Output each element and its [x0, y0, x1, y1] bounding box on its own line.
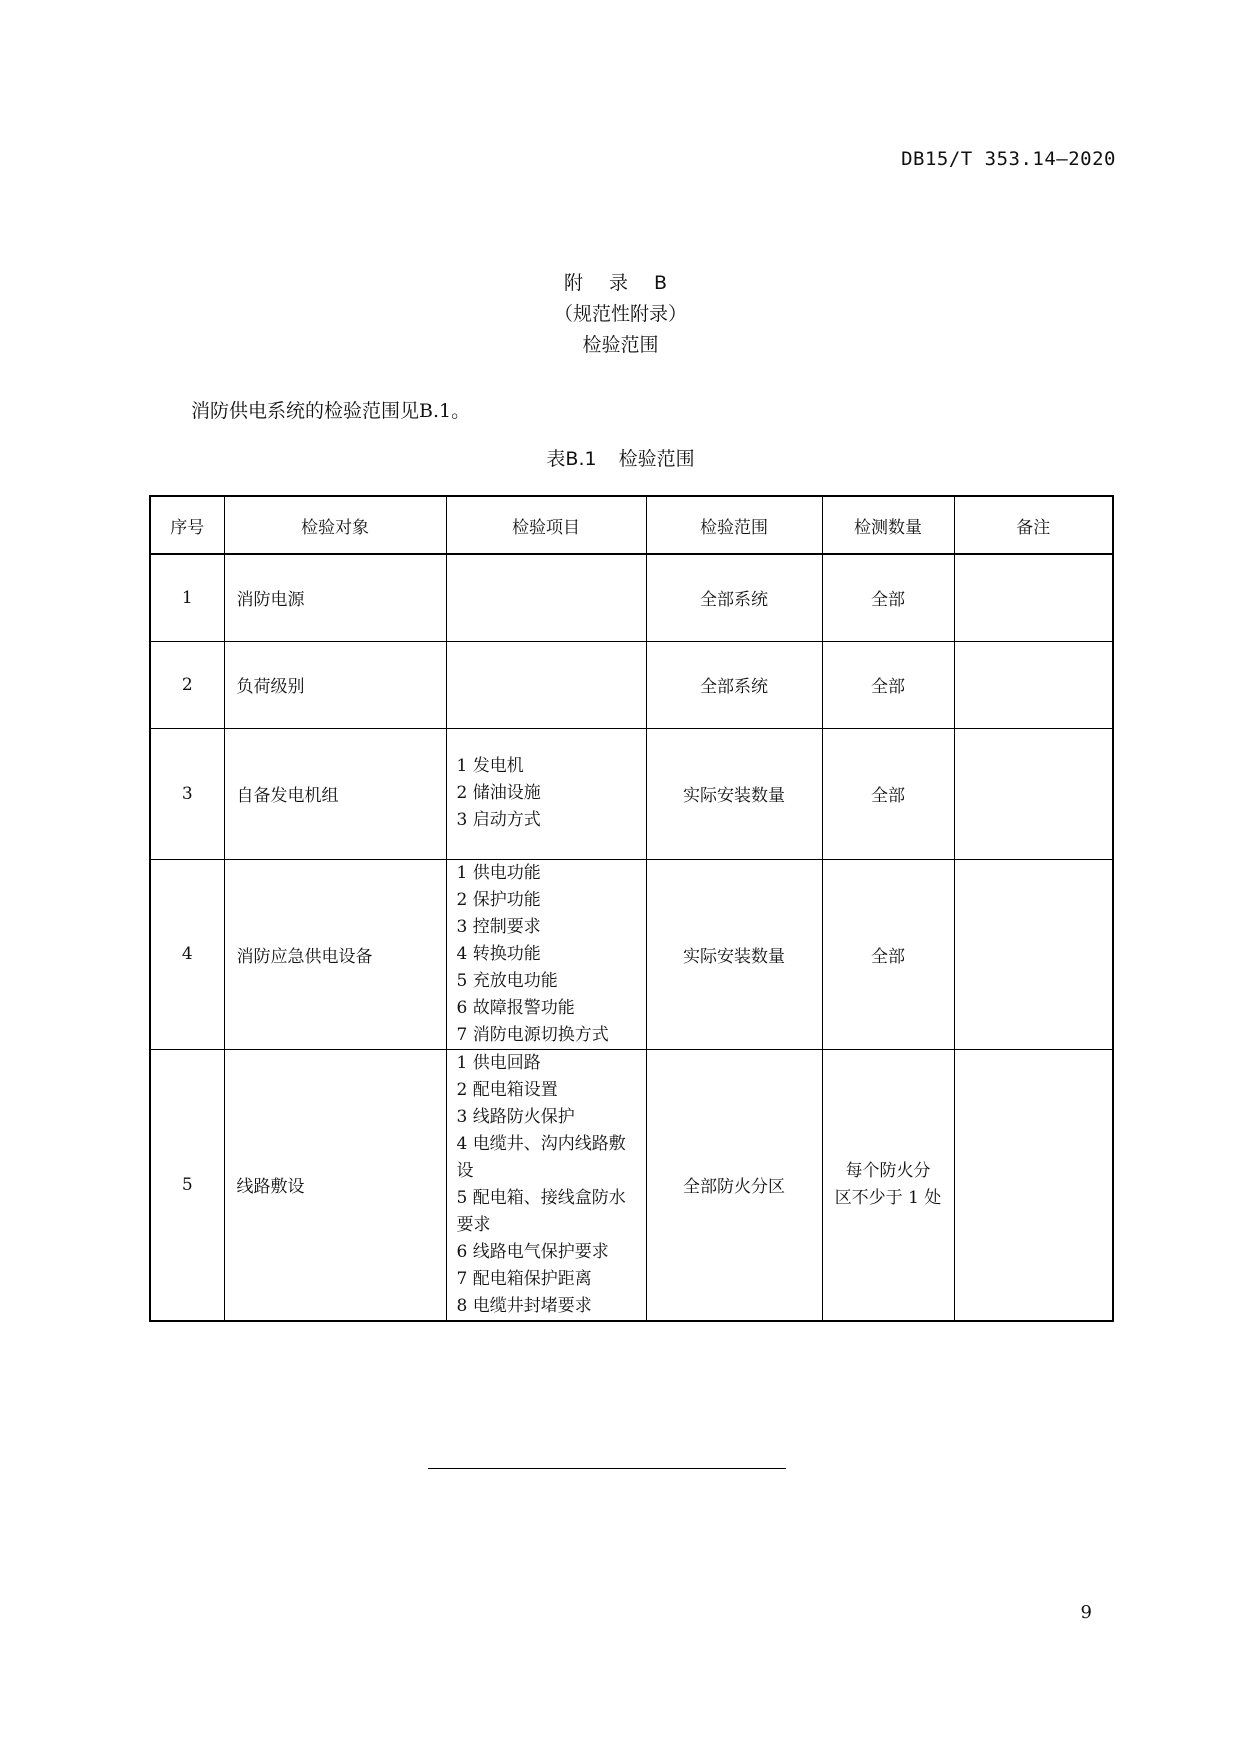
appendix-heading	[0, 268, 1241, 361]
item-line: 1 供电回路	[456, 1052, 541, 1073]
cell-items	[446, 859, 646, 1049]
cell-object: 负荷级别	[224, 641, 446, 728]
intro-paragraph: 消防供电系统的检验范围见B.1。	[191, 400, 471, 422]
quantity-line: 全部	[871, 590, 905, 611]
cell-scope: 全部系统	[646, 554, 822, 641]
table-row	[150, 859, 1113, 1049]
item-line: 3 线路防火保护	[456, 1106, 575, 1127]
item-line: 4 转换功能	[456, 943, 541, 964]
item-line: 2 保护功能	[456, 889, 541, 910]
item-line: 1 发电机	[456, 756, 524, 776]
cell-quantity	[822, 554, 954, 641]
cell-scope: 全部防火分区	[646, 1049, 822, 1321]
item-line: 5 充放电功能	[456, 970, 558, 991]
cell-no: 5	[150, 1049, 224, 1321]
cell-remark	[954, 859, 1113, 1049]
table-row	[150, 554, 1113, 641]
end-rule	[428, 1468, 786, 1469]
inspection-scope-table	[149, 495, 1114, 1322]
cell-items	[446, 1049, 646, 1321]
cell-scope: 实际安装数量	[646, 859, 822, 1049]
standard-code: DB15/T 353.14—2020	[901, 148, 1116, 170]
table-caption-number: 表B.1	[546, 448, 597, 470]
quantity-line: 每个防火分	[845, 1160, 931, 1181]
appendix-title: 附 录 B	[563, 272, 678, 294]
cell-object: 消防应急供电设备	[224, 859, 446, 1049]
item-line: 3 启动方式	[456, 810, 541, 830]
page-number: 9	[1080, 1602, 1092, 1623]
appendix-type: （规范性附录）	[553, 303, 687, 325]
cell-scope: 全部系统	[646, 641, 822, 728]
cell-scope: 实际安装数量	[646, 728, 822, 859]
item-line: 1 供电功能	[456, 862, 541, 883]
table-header-row	[150, 496, 1113, 554]
quantity-line: 全部	[871, 946, 905, 967]
cell-quantity	[822, 728, 954, 859]
header-scope: 检验范围	[646, 496, 822, 554]
item-line: 6 线路电气保护要求	[456, 1241, 609, 1262]
cell-no: 2	[150, 641, 224, 728]
item-line: 3 控制要求	[456, 916, 541, 937]
table-row	[150, 728, 1113, 859]
cell-quantity	[822, 1049, 954, 1321]
table-caption	[0, 444, 1241, 471]
item-line: 5 配电箱、接线盒防水要求	[456, 1187, 626, 1235]
cell-object: 消防电源	[224, 554, 446, 641]
header-no: 序号	[150, 496, 224, 554]
appendix-name: 检验范围	[582, 334, 659, 356]
cell-no: 1	[150, 554, 224, 641]
cell-object: 线路敷设	[224, 1049, 446, 1321]
cell-no: 3	[150, 728, 224, 859]
cell-remark	[954, 728, 1113, 859]
table-caption-title: 检验范围	[618, 448, 695, 470]
cell-remark	[954, 641, 1113, 728]
cell-quantity	[822, 641, 954, 728]
item-line: 6 故障报警功能	[456, 997, 575, 1018]
item-line: 7 消防电源切换方式	[456, 1024, 609, 1045]
cell-items	[446, 554, 646, 641]
item-line: 7 配电箱保护距离	[456, 1268, 592, 1289]
cell-items	[446, 641, 646, 728]
cell-remark	[954, 1049, 1113, 1321]
quantity-line: 全部	[871, 677, 905, 697]
cell-quantity	[822, 859, 954, 1049]
item-line: 2 配电箱设置	[456, 1079, 558, 1100]
item-line: 4 电缆井、沟内线路敷设	[456, 1133, 626, 1181]
quantity-line: 区不少于 1 处	[834, 1187, 942, 1208]
table-row	[150, 1049, 1113, 1321]
cell-remark	[954, 554, 1113, 641]
cell-items	[446, 728, 646, 859]
item-line: 2 储油设施	[456, 783, 541, 803]
item-line: 8 电缆井封堵要求	[456, 1295, 592, 1316]
header-items: 检验项目	[446, 496, 646, 554]
table-row	[150, 641, 1113, 728]
header-quantity: 检测数量	[822, 496, 954, 554]
header-object: 检验对象	[224, 496, 446, 554]
quantity-line: 全部	[871, 786, 905, 806]
cell-no: 4	[150, 859, 224, 1049]
header-remark: 备注	[954, 496, 1113, 554]
cell-object: 自备发电机组	[224, 728, 446, 859]
